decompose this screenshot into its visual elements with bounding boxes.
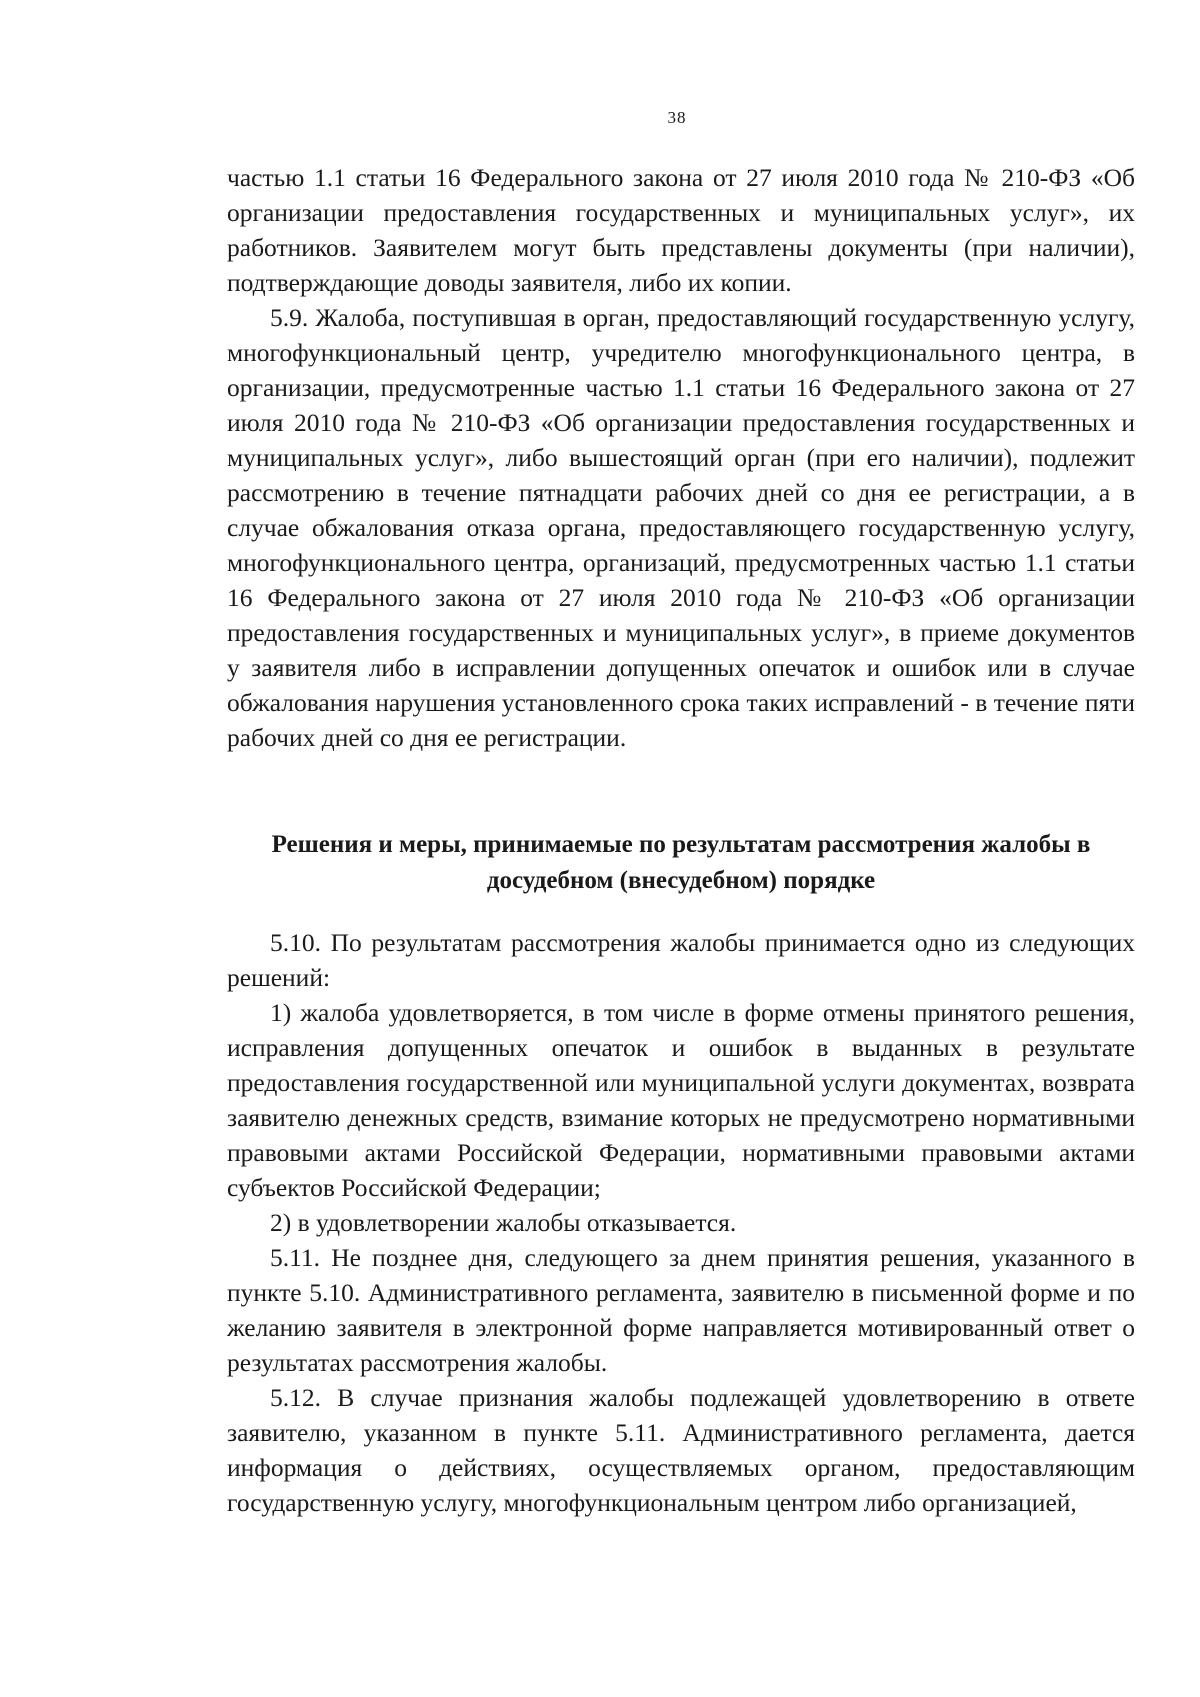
paragraph-continuation: частью 1.1 статьи 16 Федерального закона от 27 июля 2010 года № 210-ФЗ «Об организации предоставления государственных и муниципальных услуг», их работников. Заявителем могут быть представлены документы (при наличии), подтверждающие доводы заявителя, либо их копии.: [227, 163, 1135, 297]
list-item-1: 1) жалоба удовлетворяется, в том числе в форме отмены принятого решения, исправления допущенных опечаток и ошибок в выданных в результате предоставления государственной или муниципальной услуги документах, возврата заявителю денежных средств, взимание которых не предусмотрено нормативными правовыми актами Российской Федерации, нормативными правовыми актами субъектов Российской Федерации;: [227, 998, 1135, 1202]
paragraph-5-9: 5.9. Жалоба, поступившая в орган, предоставляющий государственную услугу, многофункциональный центр, учредителю многофункционального центра, в организации, предусмотренные частью 1.1 статьи 16 Федерального закона от 27 июля 2010 года № 210-ФЗ «Об организации предоставления государственных и муниципальных услуг», либо вышестоящий орган (при его наличии), подлежит рассмотрению в течение пятнадцати рабочих дней со дня ее регистрации, а в случае обжалования отказа органа, предоставляющего государственную услугу, многофункционального центра, организаций, предусмотренных частью 1.1 статьи 16 Федерального закона от 27 июля 2010 года № 210-ФЗ «Об организации предоставления государственных и муниципальных услуг», в приеме документов у заявителя либо в исправлении допущенных опечаток и ошибок или в случае обжалования нарушения установленного срока таких исправлений - в течение пяти рабочих дней со дня ее регистрации.: [227, 303, 1135, 752]
paragraph-5-11: 5.11. Не позднее дня, следующего за днем принятия решения, указанного в пункте 5.10. Административного регламента, заявителю в письменной форме и по желанию заявителя в электронной форме направляется мотивированный ответ о результатах рассмотрения жалобы.: [227, 1243, 1135, 1377]
section-heading: Решения и меры, принимаемые по результатам рассмотрения жалобы в досудебном (внесудебном) порядке: [271, 831, 1091, 894]
paragraph-5-12: 5.12. В случае признания жалобы подлежащей удовлетворению в ответе заявителю, указанном в пункте 5.11. Административного регламента, дается информация о действиях, осуществляемых органом, предоставляющим государственную услугу, многофункциональным центром либо организацией,: [227, 1383, 1135, 1517]
document-body: [227, 160, 1135, 1520]
page-number: 38: [667, 108, 687, 127]
paragraph-5-10: 5.10. По результатам рассмотрения жалобы принимается одно из следующих решений:: [227, 928, 1135, 992]
list-item-2: 2) в удовлетворении жалобы отказывается.: [270, 1208, 737, 1237]
